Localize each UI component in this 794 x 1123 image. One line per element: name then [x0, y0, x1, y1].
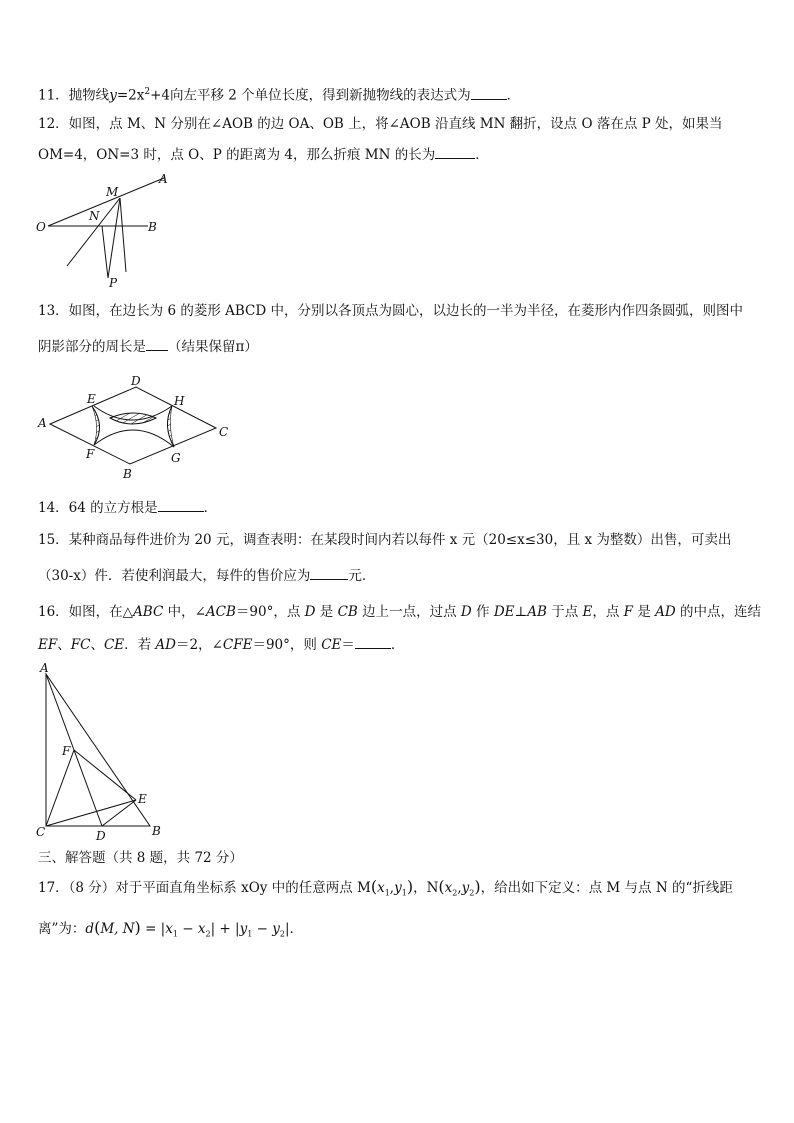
question-13-line-1: 13．如图，在边长为 6 的菱形 ABCD 中，分别以各顶点为圆心，以边长的一半为半径，在菱形内作四条圆弧，则图中	[38, 303, 744, 319]
segment-m-extra	[120, 198, 126, 272]
shaded-center	[110, 413, 156, 424]
question-15-line-2: （30-x）件．若使利润最大，每件的售价应为 元．	[38, 568, 376, 584]
label-b: B	[123, 467, 132, 481]
section-heading: 三、解答题（共 8 题，共 72 分）	[38, 850, 243, 866]
label-d: D	[131, 374, 141, 388]
label-a: A	[159, 172, 168, 186]
question-14: 14．64 的立方根是 ．	[38, 500, 218, 516]
label-f: F	[86, 447, 95, 461]
label-h: H	[174, 394, 185, 408]
segment-mp	[108, 198, 120, 278]
question-12-line-2: OM=4，ON=3 时，点 O、P 的距离为 4，那么折痕 MN 的长为 ．	[38, 147, 489, 163]
question-12-line-1: 12．如图，点 M、N 分别在∠AOB 的边 OA、OB 上，将∠AOB 沿直线 MN 翻折，设点 O 落在点 P 处，如果当	[38, 116, 723, 132]
label-o: O	[36, 220, 46, 234]
answer-blank	[158, 499, 204, 512]
segment-np	[102, 226, 108, 278]
label-b: B	[152, 824, 161, 838]
answer-blank	[310, 567, 348, 580]
figure-fold-angle	[30, 168, 180, 290]
label-a: A	[40, 661, 49, 675]
answer-blank	[146, 338, 168, 351]
segment-de	[102, 800, 136, 826]
label-e: E	[138, 792, 147, 806]
question-13-line-2: 阴影部分的周长是 （结果保留π）	[38, 339, 258, 355]
question-16-line-2: EF、FC、CE．若 AD＝2，∠CFE＝90°，则 CE＝ ．	[38, 637, 405, 653]
answer-blank	[355, 636, 391, 649]
question-number: 11．	[38, 87, 69, 104]
label-c: C	[36, 825, 46, 839]
label-b: B	[148, 220, 157, 234]
label-d: D	[96, 829, 106, 843]
label-f: F	[62, 744, 71, 758]
question-15-line-1: 15．某种商品每件进价为 20 元，调查表明：在某段时间内若以每件 x 元（20≤x≤30，且 x 为整数）出售，可卖出	[38, 532, 732, 548]
segment-ce	[46, 800, 136, 826]
shaded-left	[92, 406, 100, 445]
answer-blank	[435, 146, 475, 159]
label-c: C	[219, 425, 229, 439]
label-a: A	[38, 416, 47, 430]
question-11: 11．抛物线$y=2x^2+4$向左平移 2 个单位长度，得到新抛物线的表达式为 ．	[38, 87, 521, 104]
question-17-line-1: 17．（8 分）对于平面直角坐标系 xOy 中的任意两点 $M(x_1,y_1)$，$N(x_2,y_2)$，给出如下定义：点 M 与点 N 的“折线距	[38, 877, 733, 898]
arc-fg	[94, 430, 174, 447]
label-n: N	[89, 209, 100, 223]
label-m: M	[106, 185, 119, 199]
figure-right-triangle	[32, 660, 172, 845]
rhombus-abcd	[50, 387, 216, 464]
label-g: G	[171, 451, 181, 465]
question-16-line-1: 16．如图，在△ABC 中，∠ACB＝90°，点 D 是 CB 边上一点，过点 D 作 DE⊥AB 于点 E，点 F 是 AD 的中点，连结	[38, 604, 761, 620]
label-p: P	[109, 276, 118, 290]
answer-blank	[471, 87, 507, 100]
label-e: E	[87, 392, 96, 406]
figure-rhombus	[34, 370, 234, 482]
shaded-right	[167, 406, 174, 447]
segment-fc	[46, 750, 74, 826]
question-17-line-2: 离”为：d(M, $N) = |x_1 - x_2| + |y_1 - y_2|$．	[38, 918, 304, 939]
